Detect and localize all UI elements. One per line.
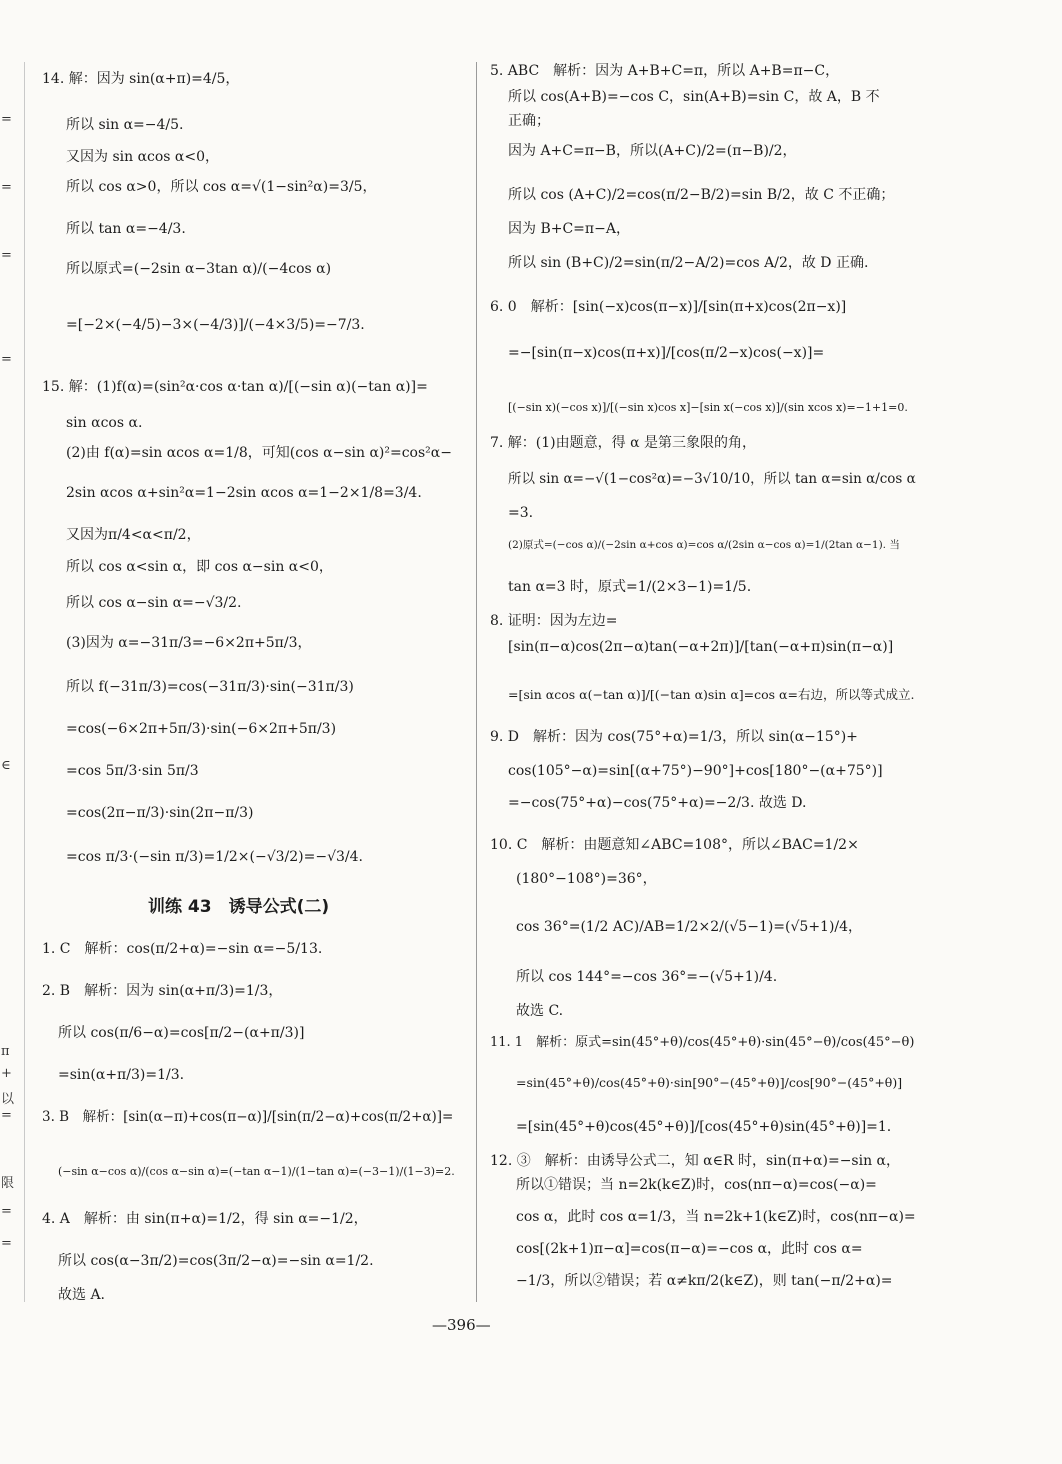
left-line: 又因为 sin αcos α<0， (66, 149, 220, 165)
right-line: 所以 cos (A+C)/2=cos(π/2−B/2)=sin B/2，故 C 不正确； (508, 187, 895, 203)
left-line: 所以 cos α<sin α，即 cos α−sin α<0， (66, 559, 333, 575)
right-line: 因为 A+C=π−B，所以(A+C)/2=(π−B)/2， (508, 143, 797, 159)
left-line: 所以 cos α>0，所以 cos α=√(1−sin²α)=3/5， (66, 179, 377, 195)
right-line: =sin(45°+θ)/cos(45°+θ)·sin[90°−(45°+θ)]/cos[90°−(45°+θ)] (516, 1075, 903, 1090)
left-line: (−sin α−cos α)/(cos α−sin α)=(−tan α−1)/(1−tan α)=(−3−1)/(1−3)=2. (58, 1165, 455, 1178)
left-line: =[−2×(−4/5)−3×(−4/3)]/(−4×3/5)=−7/3. (66, 317, 365, 333)
left-line: 所以 f(−31π/3)=cos(−31π/3)·sin(−31π/3) (66, 679, 354, 695)
column-divider (476, 62, 477, 1302)
right-line: 11. 1 解析：原式=sin(45°+θ)/cos(45°+θ)·sin(45°−θ)/cos(45°−θ) (490, 1035, 915, 1050)
left-line: 所以 cos α−sin α=−√3/2. (66, 595, 242, 611)
right-line: =[sin(45°+θ)cos(45°+θ)]/[cos(45°+θ)sin(45°+θ)]=1. (516, 1119, 892, 1135)
right-line: =−[sin(π−x)cos(π+x)]/[cos(π/2−x)cos(−x)]= (508, 345, 825, 361)
left-line: =sin(α+π/3)=1/3. (58, 1067, 185, 1083)
right-line: cos[(2k+1)π−α]=cos(π−α)=−cos α，此时 cos α= (516, 1241, 863, 1257)
right-line: (180°−108°)=36°， (516, 871, 657, 887)
left-line: =cos 5π/3·sin 5π/3 (66, 763, 199, 779)
left-line: 所以原式=(−2sin α−3tan α)/(−4cos α) (66, 261, 332, 277)
left-line: =cos(2π−π/3)·sin(2π−π/3) (66, 805, 254, 821)
right-line: 所以 cos 144°=−cos 36°=−(√5+1)/4. (516, 969, 778, 985)
left-line: 所以 tan α=−4/3. (66, 221, 186, 237)
margin-mark: + (1, 1066, 12, 1081)
right-line: 所以 cos(A+B)=−cos C，sin(A+B)=sin C，故 A，B 不 (508, 89, 880, 105)
left-line: 故选 A. (58, 1287, 106, 1303)
margin-mark: ∈ (1, 758, 11, 773)
margin-mark: = (1, 352, 12, 367)
left-margin-marks (0, 0, 16, 1464)
left-line: (2)由 f(α)=sin αcos α=1/8，可知(cos α−sin α)²=cos²α− (66, 445, 452, 461)
right-line: 所以 sin α=−√(1−cos²α)=−3√10/10，所以 tan α=sin α/cos α (508, 471, 916, 487)
left-line: 1. C 解析：cos(π/2+α)=−sin α=−5/13. (42, 941, 323, 957)
margin-mark: = (1, 112, 12, 127)
left-line: 所以 cos(π/6−α)=cos[π/2−(α+π/3)] (58, 1025, 305, 1041)
right-line: cos α，此时 cos α=1/3，当 n=2k+1(k∈Z)时，cos(nπ−α)= (516, 1209, 916, 1225)
left-line: 2. B 解析：因为 sin(α+π/3)=1/3， (42, 983, 283, 999)
margin-mark: 限 (1, 1176, 15, 1191)
right-line: 12. ③ 解析：由诱导公式二，知 α∈R 时，sin(π+α)=−sin α， (490, 1153, 901, 1169)
right-line: 5. ABC 解析：因为 A+B+C=π，所以 A+B=π−C， (490, 63, 840, 79)
right-line: tan α=3 时，原式=1/(2×3−1)=1/5. (508, 579, 752, 595)
right-line: (2)原式=(−cos α)/(−2sin α+cos α)=cos α/(2sin α−cos α)=1/(2tan α−1). 当 (508, 539, 900, 551)
margin-mark: 以 (1, 1092, 15, 1107)
margin-mark: = (1, 1236, 12, 1251)
right-line: [(−sin x)(−cos x)]/[(−sin x)cos x]−[sin x(−cos x)]/(sin xcos x)=−1+1=0. (508, 401, 908, 414)
page-number: —396— (432, 1316, 491, 1334)
margin-mark: π (1, 1044, 10, 1059)
binding-edge (24, 62, 25, 1302)
right-line: =3. (508, 505, 534, 521)
section-title: 训练 43 诱导公式(二) (148, 897, 330, 917)
left-line: 4. A 解析：由 sin(π+α)=1/2，得 sin α=−1/2， (42, 1211, 368, 1227)
right-line: [sin(π−α)cos(2π−α)tan(−α+2π)]/[tan(−α+π)sin(π−α)] (508, 639, 894, 655)
right-line: 8. 证明：因为左边= (490, 613, 618, 629)
left-line: =cos π/3·(−sin π/3)=1/2×(−√3/2)=−√3/4. (66, 849, 363, 865)
left-line: 14. 解：因为 sin(α+π)=4/5， (42, 71, 240, 87)
margin-mark: = (1, 1108, 12, 1123)
left-line: (3)因为 α=−31π/3=−6×2π+5π/3， (66, 635, 312, 651)
right-line: cos 36°=(1/2 AC)/AB=1/2×2/(√5−1)=(√5+1)/4， (516, 919, 863, 935)
margin-mark: = (1, 1204, 12, 1219)
right-line: cos(105°−α)=sin[(α+75°)−90°]+cos[180°−(α+75°)] (508, 763, 883, 779)
left-line: 又因为π/4<α<π/2， (66, 527, 201, 543)
right-line: =[sin αcos α(−tan α)]/[(−tan α)sin α]=cos α=右边，所以等式成立. (508, 687, 915, 702)
left-line: 所以 sin α=−4/5. (66, 117, 184, 133)
left-line: 15. 解：(1)f(α)=(sin²α·cos α·tan α)/[(−sin α)(−tan α)]= (42, 379, 428, 395)
right-line: 9. D 解析：因为 cos(75°+α)=1/3，所以 sin(α−15°)+ (490, 729, 858, 745)
right-line: −1/3，所以②错误；若 α≠kπ/2(k∈Z)，则 tan(−π/2+α)= (516, 1273, 893, 1289)
margin-mark: = (1, 180, 12, 195)
left-line: sin αcos α. (66, 415, 143, 431)
left-line: 3. B 解析：[sin(α−π)+cos(π−α)]/[sin(π/2−α)+cos(π/2+α)]= (42, 1109, 454, 1125)
left-line: 2sin αcos α+sin²α=1−2sin αcos α=1−2×1/8=3/4. (66, 485, 422, 501)
right-line: 所以①错误；当 n=2k(k∈Z)时，cos(nπ−α)=cos(−α)= (516, 1177, 877, 1193)
right-line: 7. 解：(1)由题意，得 α 是第三象限的角， (490, 435, 756, 451)
right-line: 故选 C. (516, 1003, 564, 1019)
left-line: =cos(−6×2π+5π/3)·sin(−6×2π+5π/3) (66, 721, 337, 737)
right-line: =−cos(75°+α)−cos(75°+α)=−2/3. 故选 D. (508, 795, 807, 811)
right-line: 10. C 解析：由题意知∠ABC=108°，所以∠BAC=1/2× (490, 837, 859, 853)
right-line: 6. 0 解析：[sin(−x)cos(π−x)]/[sin(π+x)cos(2π−x)] (490, 299, 847, 315)
left-line: 所以 cos(α−3π/2)=cos(3π/2−α)=−sin α=1/2. (58, 1253, 374, 1269)
right-line: 因为 B+C=π−A， (508, 221, 630, 237)
margin-mark: = (1, 248, 12, 263)
right-line: 正确； (508, 113, 550, 129)
right-line: 所以 sin (B+C)/2=sin(π/2−A/2)=cos A/2，故 D 正确. (508, 255, 869, 271)
